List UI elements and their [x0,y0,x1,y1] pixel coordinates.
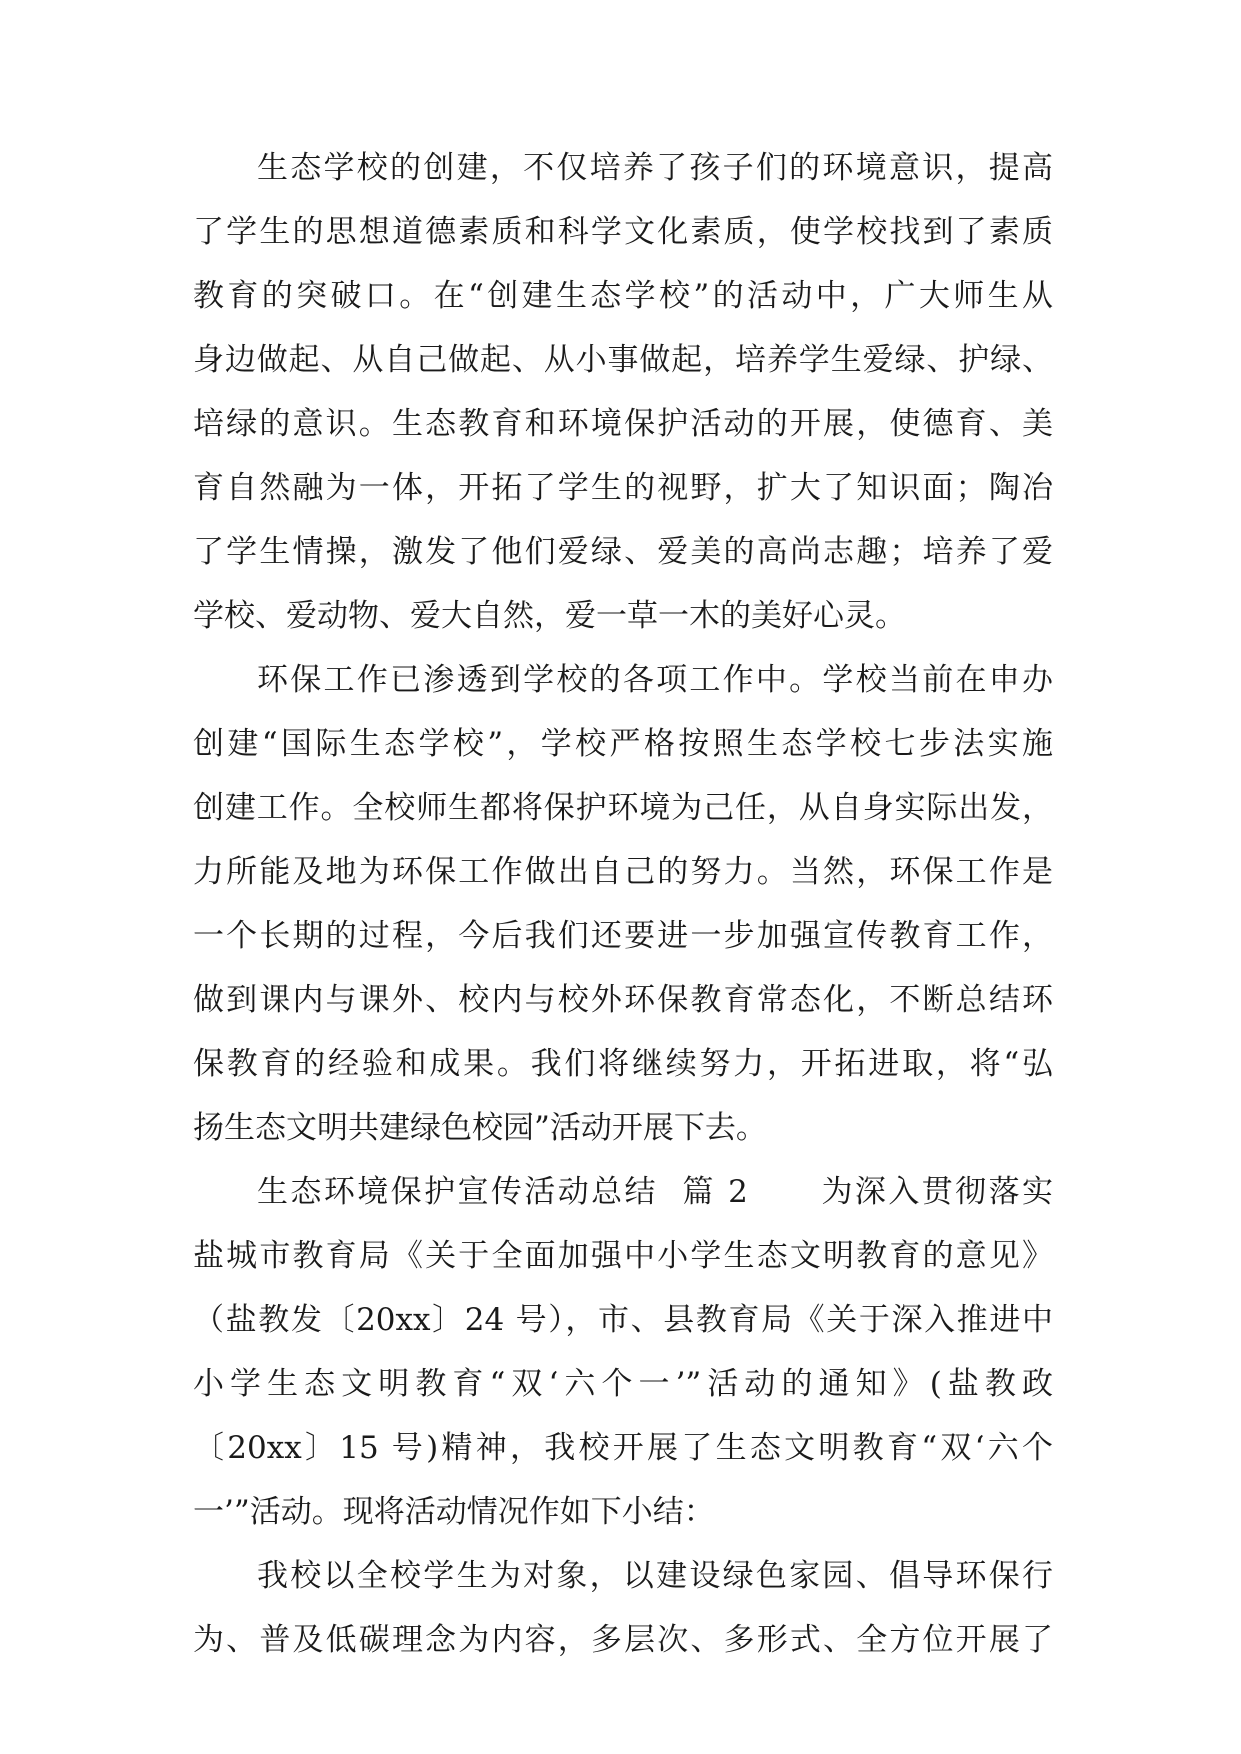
text-line: 环保工作已渗透到学校的各项工作中。学校当前在申办 [257,662,1053,698]
text-line: 教育的突破口。在“创建生态学校”的活动中，广大师生从 [193,278,1053,314]
text-line: 学校、爱动物、爱大自然，爱一草一木的美好心灵。 [193,598,906,634]
text-line: 培绿的意识。生态教育和环境保护活动的开展，使德育、美 [193,406,1053,442]
text-line: 创建“国际生态学校”，学校严格按照生态学校七步法实施 [193,726,1053,762]
text-line: 我校以全校学生为对象，以建设绿色家园、倡导环保行 [257,1558,1053,1594]
text-line: （盐教发〔20xx〕24 号），市、县教育局《关于深入推进中 [193,1302,1053,1338]
text-line: 了学生的思想道德素质和科学文化素质，使学校找到了素质 [193,214,1053,250]
text-line: 〔20xx〕15 号)精神，我校开展了生态文明教育“双‘六个 [193,1430,1053,1466]
text-line: 小学生态文明教育“双‘六个一’”活动的通知》(盐教政 [193,1366,1053,1402]
text-line: 生态学校的创建，不仅培养了孩子们的环境意识，提高 [257,150,1053,186]
text-line: 一’”活动。现将活动情况作如下小结： [193,1494,715,1530]
text-line: 一个长期的过程，今后我们还要进一步加强宣传教育工作， [193,918,1053,954]
text-line: 了学生情操，激发了他们爱绿、爱美的高尚志趣；培养了爱 [193,534,1053,570]
text-line: 生态环境保护宣传活动总结 篇 2 为深入贯彻落实 [257,1174,1053,1210]
text-line: 身边做起、从自己做起、从小事做起，培养学生爱绿、护绿、 [193,342,1053,378]
text-line: 力所能及地为环保工作做出自己的努力。当然，环保工作是 [193,854,1053,890]
text-line: 扬生态文明共建绿色校园”活动开展下去。 [193,1110,767,1146]
text-line: 盐城市教育局《关于全面加强中小学生态文明教育的意见》 [193,1238,1053,1274]
text-line: 育自然融为一体，开拓了学生的视野，扩大了知识面；陶冶 [193,470,1053,506]
text-line: 保教育的经验和成果。我们将继续努力，开拓进取，将“弘 [193,1046,1053,1082]
text-line: 做到课内与课外、校内与校外环保教育常态化，不断总结环 [193,982,1053,1018]
text-line: 为、普及低碳理念为内容，多层次、多形式、全方位开展了 [193,1622,1053,1658]
text-line: 创建工作。全校师生都将保护环境为己任，从自身实际出发， [193,790,1053,826]
